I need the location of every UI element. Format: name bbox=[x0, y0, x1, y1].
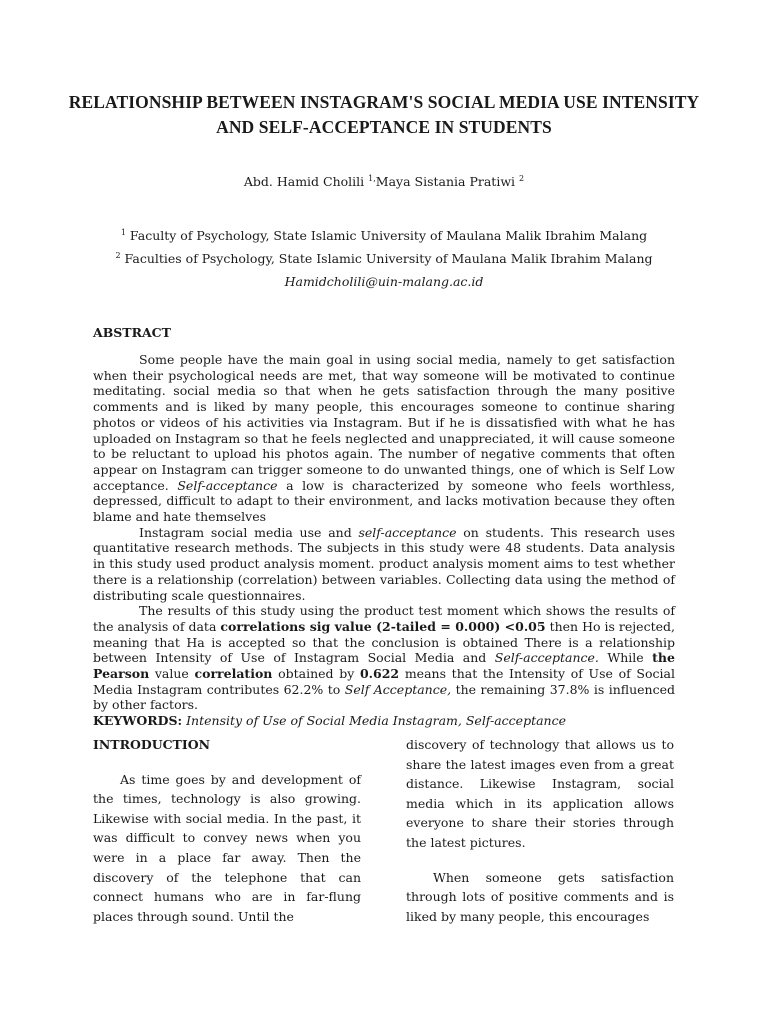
abstract-p1-term: Self-acceptance bbox=[177, 477, 278, 493]
abstract-p3-text-g: the remaining 37.8% is influenced by other factors. bbox=[93, 681, 675, 713]
column-right bbox=[406, 735, 674, 941]
abstract-p2-text-a: Instagram social media use and bbox=[139, 524, 352, 540]
abstract-p1-text-b: a low is characterized by someone who feels worthless, depressed, difficult to adapt to their environment, and lacks motivation because they often blame and hate themselves bbox=[93, 477, 675, 525]
abstract-p1-text-a: Some people have the main goal in using social media, namely to get satisfaction when their psychological needs are met, that way someone will be motivated to continue meditating. social media so that when he gets satisfaction through the many positive comments and is liked by many people, this encourages someone to continue sharing photos or videos of his activities via Instagram. But if he is dissatisfied with what he has uploaded on Instagram so that he feels neglected and unappreciated, it will cause someone to be reluctant to upload his photos again. The number of negative comments that often appear on Instagram can trigger someone to do unwanted things, one of which is Self Low acceptance. bbox=[93, 352, 675, 493]
abstract-p3-bold-3: correlation bbox=[194, 666, 273, 682]
author-line bbox=[0, 173, 768, 191]
abstract-heading: ABSTRACT bbox=[93, 325, 171, 340]
paper-title: RELATIONSHIP BETWEEN INSTAGRAM'S SOCIAL MEDIA USE INTENSITY AND SELF-ACCEPTANCE IN STUDENTS bbox=[68, 92, 700, 137]
affiliation-1-text: Faculty of Psychology, State Islamic University of Maulana Malik Ibrahim Malang bbox=[129, 228, 648, 243]
introduction-paragraph-1-continued: discovery of technology that allows us to share the latest images even from a great distance. Likewise Instagram, social media which in its application allows everyone to share their stories through the latest pictures. bbox=[406, 737, 674, 850]
abstract-p3-text-f: means that the Intensity of Use of Social Media Instagram contributes 62.2% to bbox=[93, 666, 675, 697]
affiliation-2 bbox=[0, 250, 768, 268]
abstract-p3-bold-1: correlations sig value (2-tailed = 0.000) <0.05 bbox=[220, 618, 546, 634]
introduction-paragraph-1: As time goes by and development of the times, technology is also growing. Likewise with social media. In the past, it was difficult to convey news when you were in a place far away. Then the discovery of the telephone that can connect humans who are in far-flung places through sound. Until the bbox=[93, 771, 361, 924]
abstract-p3-text-b: then Ho is rejected, meaning that Ha is accepted so that the conclusion is obtained There is a relationship between Intensity of Use of Instagram Social Media and bbox=[93, 618, 675, 666]
author-2-affil-mark: 2 bbox=[519, 173, 525, 183]
abstract-p3-text-c: While bbox=[607, 650, 644, 666]
affiliation-1-mark: 1 bbox=[120, 227, 126, 237]
author-1-affil-mark: 1, bbox=[368, 173, 376, 183]
author-1: Abd. Hamid Cholili bbox=[243, 174, 365, 189]
abstract-p3-text-e: obtained by bbox=[278, 666, 355, 682]
abstract-p3-bold-2: the Pearson bbox=[93, 650, 675, 682]
abstract-p3-term-2: Self Acceptance, bbox=[344, 681, 452, 697]
abstract-p3-text-d: value bbox=[154, 666, 189, 682]
abstract-paragraph-3 bbox=[93, 603, 675, 713]
affiliation-2-text: Faculties of Psychology, State Islamic University of Maulana Malik Ibrahim Malang bbox=[124, 251, 653, 266]
keywords-line bbox=[93, 713, 675, 729]
abstract-p2-text-b: on students. This research uses quantitative research methods. The subjects in this study were 48 students. Data analysis in this study used product analysis moment. product analysis moment aims to test whether there is a relationship (correlation) between variables. Collecting data using the method of distributing scale questionnaires. bbox=[93, 524, 676, 603]
column-left bbox=[93, 735, 361, 941]
affiliation-1 bbox=[0, 227, 768, 245]
abstract-p3-bold-4: 0.622 bbox=[359, 666, 400, 682]
introduction-paragraph-2: When someone gets satisfaction through lots of positive comments and is liked by many people, this encourages bbox=[406, 869, 674, 924]
abstract-p2-term: self-acceptance bbox=[358, 524, 457, 540]
author-2: Maya Sistania Pratiwi bbox=[375, 174, 516, 189]
abstract-p3-text-a: The results of this study using the product test moment which shows the results of the analysis of data bbox=[93, 603, 675, 634]
keywords-text: Intensity of Use of Social Media Instagram, Self-acceptance bbox=[186, 713, 566, 729]
contact-email[interactable]: Hamidcholili@uin-malang.ac.id bbox=[284, 274, 484, 289]
abstract-paragraph-2 bbox=[93, 525, 675, 604]
introduction-heading: INTRODUCTION bbox=[93, 737, 211, 752]
abstract-body bbox=[93, 352, 675, 729]
keywords-label: KEYWORDS: bbox=[93, 713, 183, 729]
affiliation-2-mark: 2 bbox=[115, 250, 121, 260]
abstract-paragraph-1 bbox=[93, 352, 675, 525]
abstract-p3-term: Self-acceptance. bbox=[494, 650, 599, 666]
